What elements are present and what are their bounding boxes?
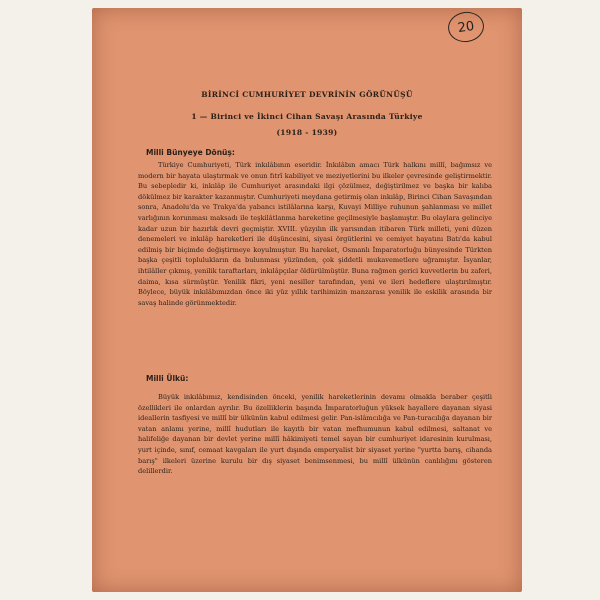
document-title: BİRİNCİ CUMHURİYET DEVRİNİN GÖRÜNÜŞÜ: [201, 90, 413, 99]
page-number: 20: [446, 10, 486, 45]
date-range: (1918 - 1939): [276, 128, 338, 137]
paragraph-milli-bunye: Türkiye Cumhuriyeti, Türk inkılâbının eseridir. İnkılâbın amacı Türk halkını millî, bağımsız ve modern bir hayata ulaştırmak ve onun fıtrî kabiliyet ve meziyetlerini bu ilkeler çevresinde geliştirmektir. Bu sebepledir ki, inkılâp ile Cumhuriyet arasındaki ilgi çözülmez, değiştirilmez ve başka bir kalıba dökülmez bir karakter kazanmıştır. Cumhuriyeti meydana getirmiş olan inkılâp, Birinci Cihan Savaşından sonra, Anadolu'da ve Trakya'da yabancı istilâlarına karşı, Kuvayi Milliye ruhunun şahlanması ve millet varlığının korunması maksadı ile teşkilâtlanma hareketine geçilmesiyle başlamıştır. Bu olaylara gelinciye kadar uzun bir hazırlık devri geçmiştir. XVIII. yüzyılın ilk yarısından itibaren Türk milleti, yeni düzen denemeleri ve inkılâp hareketleri ile düşüncesini, siyasi örgütlerini ve cemiyet hayatını Batı'da kabul edilmiş bir biçimde değiştirmeye koyulmuştur. Bu hareket, Osmanlı İmparatorluğu bünyesinde Türkten başka çeşitli toplulukların da bulunması yüzünden, çok şiddetli mukavemetlere uğramıştır. İsyanlar, ihtilâller çıkmış, yenilik taraftarları, inkılâpçılar öldürülmüştür. Buna rağmen gerici kuvvetlerin bu zaferi, daima, kısa sürmüştür. Yenilik fikri, yeni nesiller tarafından, yeni ve ileri hedeflere ulaştırılmıştır. Böylece, büyük inkılâbımızdan önce iki yüz yıllık tarihimizin manzarası yenilik ile eskilik arasında bir savaş halinde görünmektedir.: [138, 161, 492, 307]
section-title: 1 — Birinci ve İkinci Cihan Savaşı Arasında Türkiye: [191, 112, 423, 121]
subheading-milli-ulku: Milli Ülkü:: [146, 374, 189, 383]
subheading-milli-bunye: Milli Bünyeye Dönüş:: [146, 148, 235, 157]
paragraph-milli-ulku: Büyük inkılâbımız, kendisinden önceki, yenilik hareketlerinin devamı olmakla beraber çeşitli özellikleri ile onlardan ayrılır. Bu özelliklerin başında İmparatorluğun yüksek hayallere dayanan siyasi ideallerin tasfiyesi ve millî bir ülkünün kabul edilmesi gelir. Pan-islâmcılığa ve Pan-turacılığa dayanan bir vatan anlamı yerine, millî hudutları ile kayıtlı bir vatan mefhumunun kabul edilmesi, saltanat ve halifeliğe dayanan bir devlet yerine millî hâkimiyeti temel sayan bir cumhuriyet idaresinin kurulması, yurt içinde, sınıf, cemaat kavgaları ile yurt dışında emperyalist bir siyaset yerine "yurtta barış, cihanda barış" ilkeleri üzerine kurulu bir dış siyaset benimsenmesi, bu millî ülkünün canlılığını gösteren delillerdir.: [138, 393, 492, 476]
